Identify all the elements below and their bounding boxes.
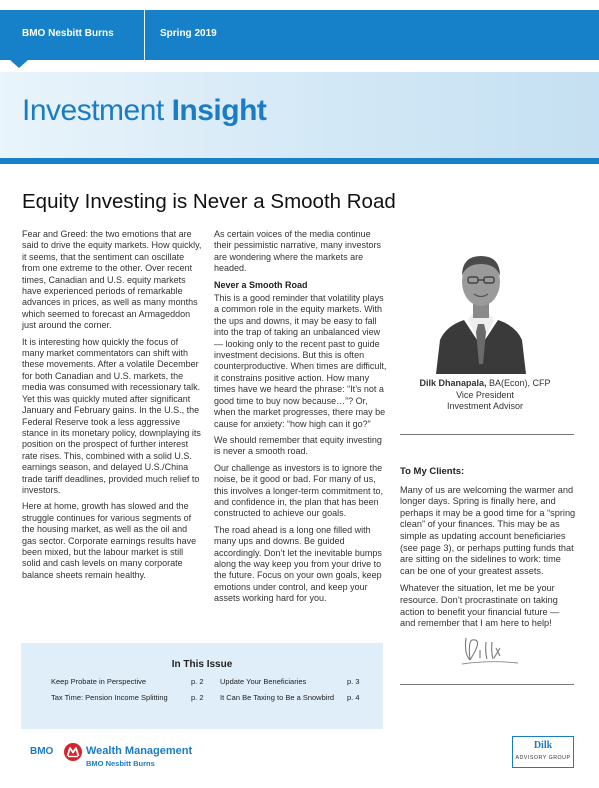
toc-item[interactable]: Keep Probate in Perspective [51,677,147,686]
toc-item[interactable]: Update Your Beneficiaries [220,677,307,686]
article-paragraph: Fear and Greed: the two emotions that are said to drive the equity markets. How quickly, it seems, that the sentiment can oscillate from one extreme to the other. Over recent times, Canadian and U.S. equity markets have experienced periods of remarkable advances in prices, as well as many months which seemed to forecast an Armageddon just around the corner. [22,229,202,331]
article-paragraph: Here at home, growth has slowed and the struggle continues for various segments of the housing market, as well as the oil and gas sector. Corporate earnings results have been mixed, but the labour market is still solid and cash levels on many corporate balance sheets remain healthy. [22,501,197,580]
advisory-group-name: Dilk [533,740,553,751]
article-subheading: Never a Smooth Road [214,279,308,290]
letter-paragraph: Many of us are welcoming the warmer and longer days. Spring is finally here, and perhaps it may be a good time for a “spring clean” of your finances. This may be as simple as updating account beneficiaries (see page 3), or perhaps putting funds that are sitting on the sidelines to work: time can be one of your greatest assets. [400,484,576,576]
advisor-credentials: BA(Econ), CFP [486,378,551,388]
header-divider [144,10,145,60]
header-notch [10,60,28,68]
in-this-issue-panel [21,643,383,729]
advisor-title-2: Investment Advisor [446,401,524,411]
article-headline: Equity Investing is Never a Smooth Road [22,190,396,213]
header-brand: BMO Nesbitt Burns [22,28,114,39]
newsletter-title [22,94,266,128]
toc-page: p. 2 [191,677,204,686]
article-paragraph: This is a good reminder that volatility plays a common role in the equity markets. With the ups and downs, it may be easy to fall into the trap of taking an unbalanced view — looking only to the recent past to guide investment decisions. But this is often counterproductive. When times are difficult, it constrains positive action. How many times have we heard the phrase: “It’s not a good time to buy now because…”? Or, when the market progresses, there may be cause for anxiety: “how high can it go?” [214,293,387,429]
toc-page: p. 4 [347,693,360,702]
letter-heading: To My Clients: [400,466,465,477]
advisor-photo [432,228,530,374]
newsletter-title-bold: Insight [171,94,267,127]
sidebar-divider-bottom [400,684,574,685]
article-paragraph: It is interesting how quickly the focus of many market commentators can shift with these movements. After a volatile December for both Canadian and U.S. markets, the media was consumed with recessionary talk. Yet this was quickly muted after significant January and February gains. In the U.S., the Federal Reserve took a less aggressive stance in its monetary policy, downplaying its position on the prospect of further interest rate rises. This, combined with a solid U.S. earnings season, and delayed U.S./China trade tariff deadlines, provided much relief to investors. [22,336,201,495]
signature [460,630,520,670]
article-paragraph: We should remember that equity investing is never a smooth road. [214,434,382,457]
advisor-info [400,378,570,413]
masthead-banner [0,72,599,164]
header-bar [0,10,599,60]
article-column-2 [214,229,388,610]
wealth-management-wordmark: Wealth Management [86,745,193,757]
article-paragraph: As certain voices of the media continue their pessimistic narrative, many investors are wondering where the markets are headed. [214,229,382,274]
in-this-issue-heading: In This Issue [171,659,233,670]
advisory-group-subtitle: ADVISORY GROUP [515,755,571,761]
toc-page: p. 2 [191,693,204,702]
bmo-roundel-icon [64,743,82,761]
toc-page: p. 3 [347,677,360,686]
dilk-advisory-group-logo [512,736,574,768]
article-column-1 [22,229,202,586]
bmo-wordmark: BMO [30,746,54,757]
toc-item[interactable]: It Can Be Taxing to Be a Snowbird [220,693,335,702]
bmo-wealth-management-logo [30,743,230,775]
header-issue-date: Spring 2019 [160,28,217,39]
advisor-title-1: Vice President [456,389,514,400]
toc-item[interactable]: Tax Time: Pension Income Splitting [51,693,168,702]
sidebar-divider-top [400,434,574,435]
newsletter-title-light: Investment [22,94,172,127]
letter-paragraph: Whatever the situation, let me be your resource. Don’t procrastinate on taking action to benefit your financial future — and remember that I am here to help! [400,583,560,629]
advisor-name: Dilk Dhanapala, [419,378,487,388]
article-paragraph: The road ahead is a long one filled with many ups and downs. Be guided accordingly. Don’t let the inevitable bumps along the way keep you from your drive to the future. Focus on your own goals, keep emotions under control, and keep your assets working hard for you. [214,524,382,604]
article-paragraph: Our challenge as investors is to ignore the noise, be it good or bad. For many of us, this involves a longer-term commitment to, and confidence in, the plan that has been constructed to achieve our goals. [214,462,384,519]
nesbitt-burns-wordmark: BMO Nesbitt Burns [86,759,155,768]
letter-to-clients [400,466,576,636]
